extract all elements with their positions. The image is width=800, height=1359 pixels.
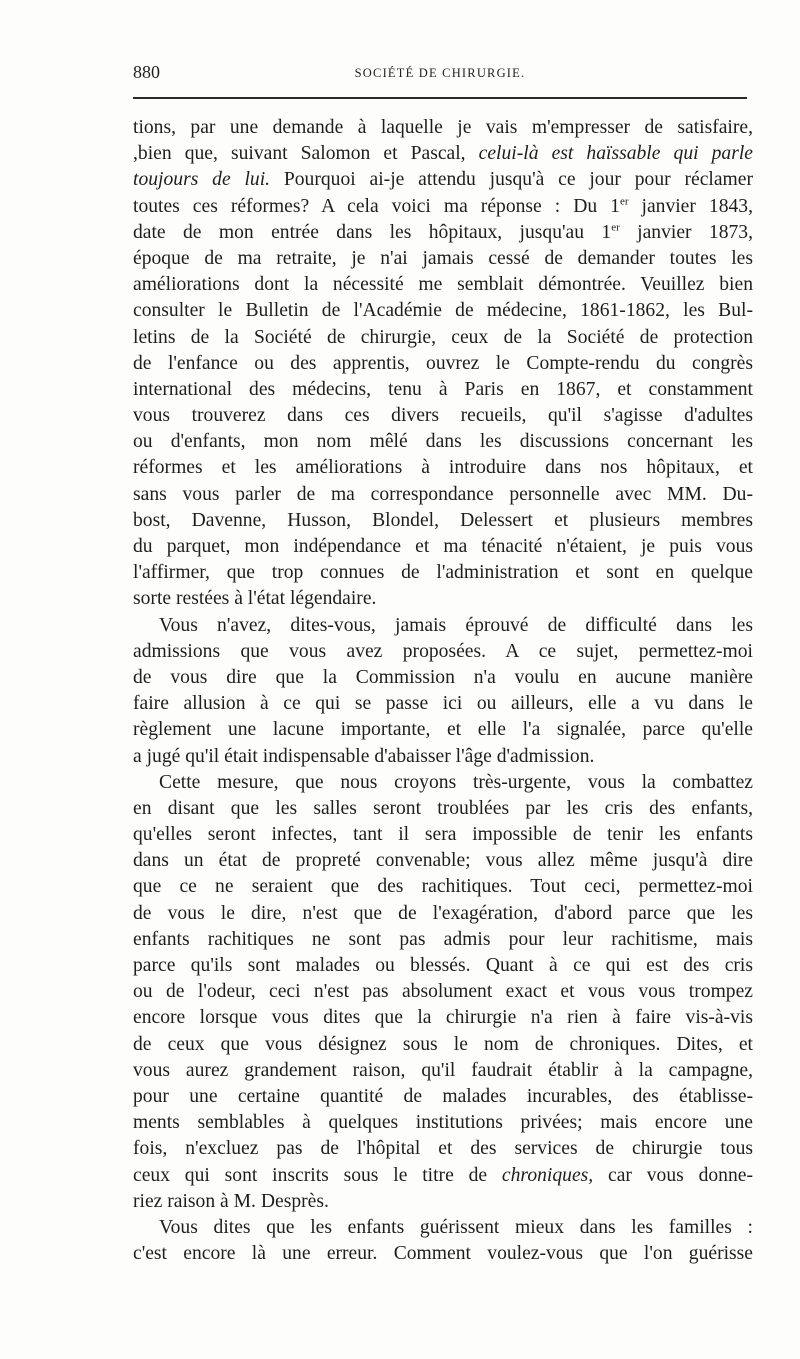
text-line (133, 586, 753, 612)
text-segment: date de mon entrée dans les hôpitaux, jusqu'au 1 (133, 221, 612, 243)
text-segment: Vous dites que les enfants guérissent mieux dans les familles : (159, 1216, 753, 1238)
text-line (133, 325, 753, 351)
text-segment: car vous donne- (593, 1164, 753, 1186)
text-segment: fois, n'excluez pas de l'hôpital et des services de chirurgie tous (133, 1138, 753, 1160)
text-segment: Vous n'avez, dites-vous, jamais éprouvé de difficulté dans les (159, 614, 753, 636)
superscript: er (611, 221, 620, 234)
text-segment: pour une certaine quantité de malades incurables, des établisse- (133, 1085, 753, 1107)
text-segment: sans vous parler de ma correspondance personnelle avec MM. Du- (133, 483, 753, 505)
text-line (133, 455, 753, 481)
text-segment: du parquet, mon indépendance et ma ténacité n'étaient, je puis vous (133, 536, 753, 557)
text-line (133, 220, 753, 246)
text-segment: ou de l'odeur, ceci n'est pas absolument exact et vous vous trompez (133, 981, 753, 1003)
text-line (133, 1084, 753, 1110)
text-line (133, 298, 753, 324)
text-line (133, 770, 753, 796)
text-segment: ceux qui sont inscrits sous le titre de (133, 1164, 502, 1186)
text-line (133, 848, 753, 874)
text-line (133, 508, 753, 534)
text-line (133, 167, 753, 193)
text-segment: ,bien que, suivant Salomon et Pascal, (133, 143, 479, 165)
text-line (133, 979, 753, 1005)
page-number: 880 (133, 62, 160, 82)
text-line (133, 1058, 753, 1084)
text-segment: de l'enfance ou des apprentis, ouvrez le Compte-rendu du congrès (133, 352, 753, 374)
page-header (133, 62, 747, 84)
text-line (133, 1189, 753, 1215)
text-segment: c'est encore là une erreur. Comment voulez-vous que l'on guérisse (133, 1243, 753, 1265)
text-line (133, 534, 753, 560)
text-line (133, 272, 753, 298)
text-line (133, 613, 753, 639)
text-segment: sorte restées à l'état légendaire. (133, 588, 377, 610)
text-line (133, 717, 753, 743)
text-segment: règlement une lacune importante, et elle l'a signalée, parce qu'elle (133, 719, 753, 741)
italic-text: celui-là est haïssable qui parle (478, 143, 753, 165)
text-line (133, 953, 753, 979)
text-segment: encore lorsque vous dites que la chirurgie n'a rien à faire vis-à-vis (133, 1007, 753, 1029)
text-segment: riez raison à M. Desprès. (133, 1190, 329, 1212)
text-line (133, 901, 753, 927)
text-segment: vous trouverez dans ces divers recueils, qu'il s'agisse d'adultes (133, 405, 753, 427)
text-line (133, 194, 753, 220)
text-segment: en disant que les salles seront troublées par les cris des enfants, (133, 797, 753, 819)
text-segment: de ceux que vous désignez sous le nom de chroniques. Dites, et (133, 1033, 753, 1055)
superscript: er (619, 195, 629, 208)
italic-text: chroniques, (501, 1164, 594, 1186)
text-line (133, 246, 753, 272)
text-line (133, 1215, 753, 1241)
text-line (133, 377, 753, 403)
text-line (133, 1241, 753, 1267)
text-line (133, 482, 753, 508)
text-segment: toutes ces réformes? A cela voici ma réponse : Du 1 (133, 195, 620, 217)
text-segment: international des médecins, tenu à Paris en 1867, et constamment (133, 378, 753, 400)
text-line (133, 639, 753, 665)
text-line (133, 403, 753, 429)
text-line (133, 1110, 753, 1136)
text-segment: de vous dire que la Commission n'a voulu en aucune manière (133, 666, 753, 688)
text-segment: letins de la Société de chirurgie, ceux de la Société de protection (133, 326, 753, 348)
text-line (133, 744, 753, 770)
italic-text: toujours de lui. (133, 169, 271, 191)
text-line (133, 351, 753, 377)
text-segment: dans un état de propreté convenable; vous allez même jusqu'à dire (133, 850, 753, 872)
text-segment: tions, par une demande à laquelle je vais m'empresser de satisfaire, (133, 117, 753, 138)
text-line (133, 429, 753, 455)
body-text (133, 115, 753, 1267)
text-line (133, 927, 753, 953)
text-line (133, 796, 753, 822)
text-segment: Pourquoi ai-je attendu jusqu'à ce jour pour réclamer (270, 169, 754, 191)
text-segment: enfants rachitiques ne sont pas admis pour leur rachitisme, mais (133, 928, 753, 950)
text-segment: janvier 1873, (619, 221, 753, 243)
text-segment: janvier 1843, (628, 195, 753, 217)
text-line (133, 665, 753, 691)
text-segment: admissions que vous avez proposées. A ce sujet, permettez-moi (133, 640, 753, 662)
text-segment: consulter le Bulletin de l'Académie de médecine, 1861-1862, les Bul- (133, 300, 753, 322)
text-line (133, 1005, 753, 1031)
text-line (133, 1163, 753, 1189)
text-segment: de vous le dire, n'est que de l'exagération, d'abord parce que les (133, 902, 753, 924)
text-line (133, 1032, 753, 1058)
text-segment: bost, Davenne, Husson, Blondel, Delessert et plusieurs membres (133, 509, 753, 531)
text-line (133, 874, 753, 900)
text-line (133, 560, 753, 586)
text-line (133, 141, 753, 167)
text-line (133, 115, 753, 141)
text-segment: ou d'enfants, mon nom mêlé dans les discussions concernant les (133, 431, 753, 453)
running-title: SOCIÉTÉ DE CHIRURGIE. (354, 66, 526, 80)
text-line (133, 691, 753, 717)
text-segment: a jugé qu'il était indispensable d'abaisser l'âge d'admission. (133, 745, 595, 767)
text-segment: réformes et les améliorations à introduire dans nos hôpitaux, et (133, 457, 753, 479)
text-segment: qu'elles seront infectes, tant il sera impossible de tenir les enfants (133, 824, 753, 846)
text-segment: faire allusion à ce qui se passe ici ou ailleurs, elle a vu dans le (133, 693, 753, 715)
text-segment: ments semblables à quelques institutions privées; mais encore une (133, 1112, 753, 1134)
text-segment: l'affirmer, que trop connues de l'administration et sont en quelque (133, 562, 753, 584)
text-segment: parce qu'ils sont malades ou blessés. Quant à ce qui est des cris (133, 955, 753, 976)
text-segment: que ce ne seraient que des rachitiques. Tout ceci, permettez-moi (133, 876, 753, 898)
text-segment: améliorations dont la nécessité me semblait démontrée. Veuillez bien (133, 274, 753, 296)
text-segment: époque de ma retraite, je n'ai jamais cessé de demander toutes les (133, 247, 753, 269)
text-segment: vous aurez grandement raison, qu'il faudrait établir à la campagne, (133, 1059, 753, 1081)
text-segment: Cette mesure, que nous croyons très-urgente, vous la combattez (159, 771, 753, 793)
text-line (133, 822, 753, 848)
header-rule (133, 97, 747, 99)
text-line (133, 1136, 753, 1162)
